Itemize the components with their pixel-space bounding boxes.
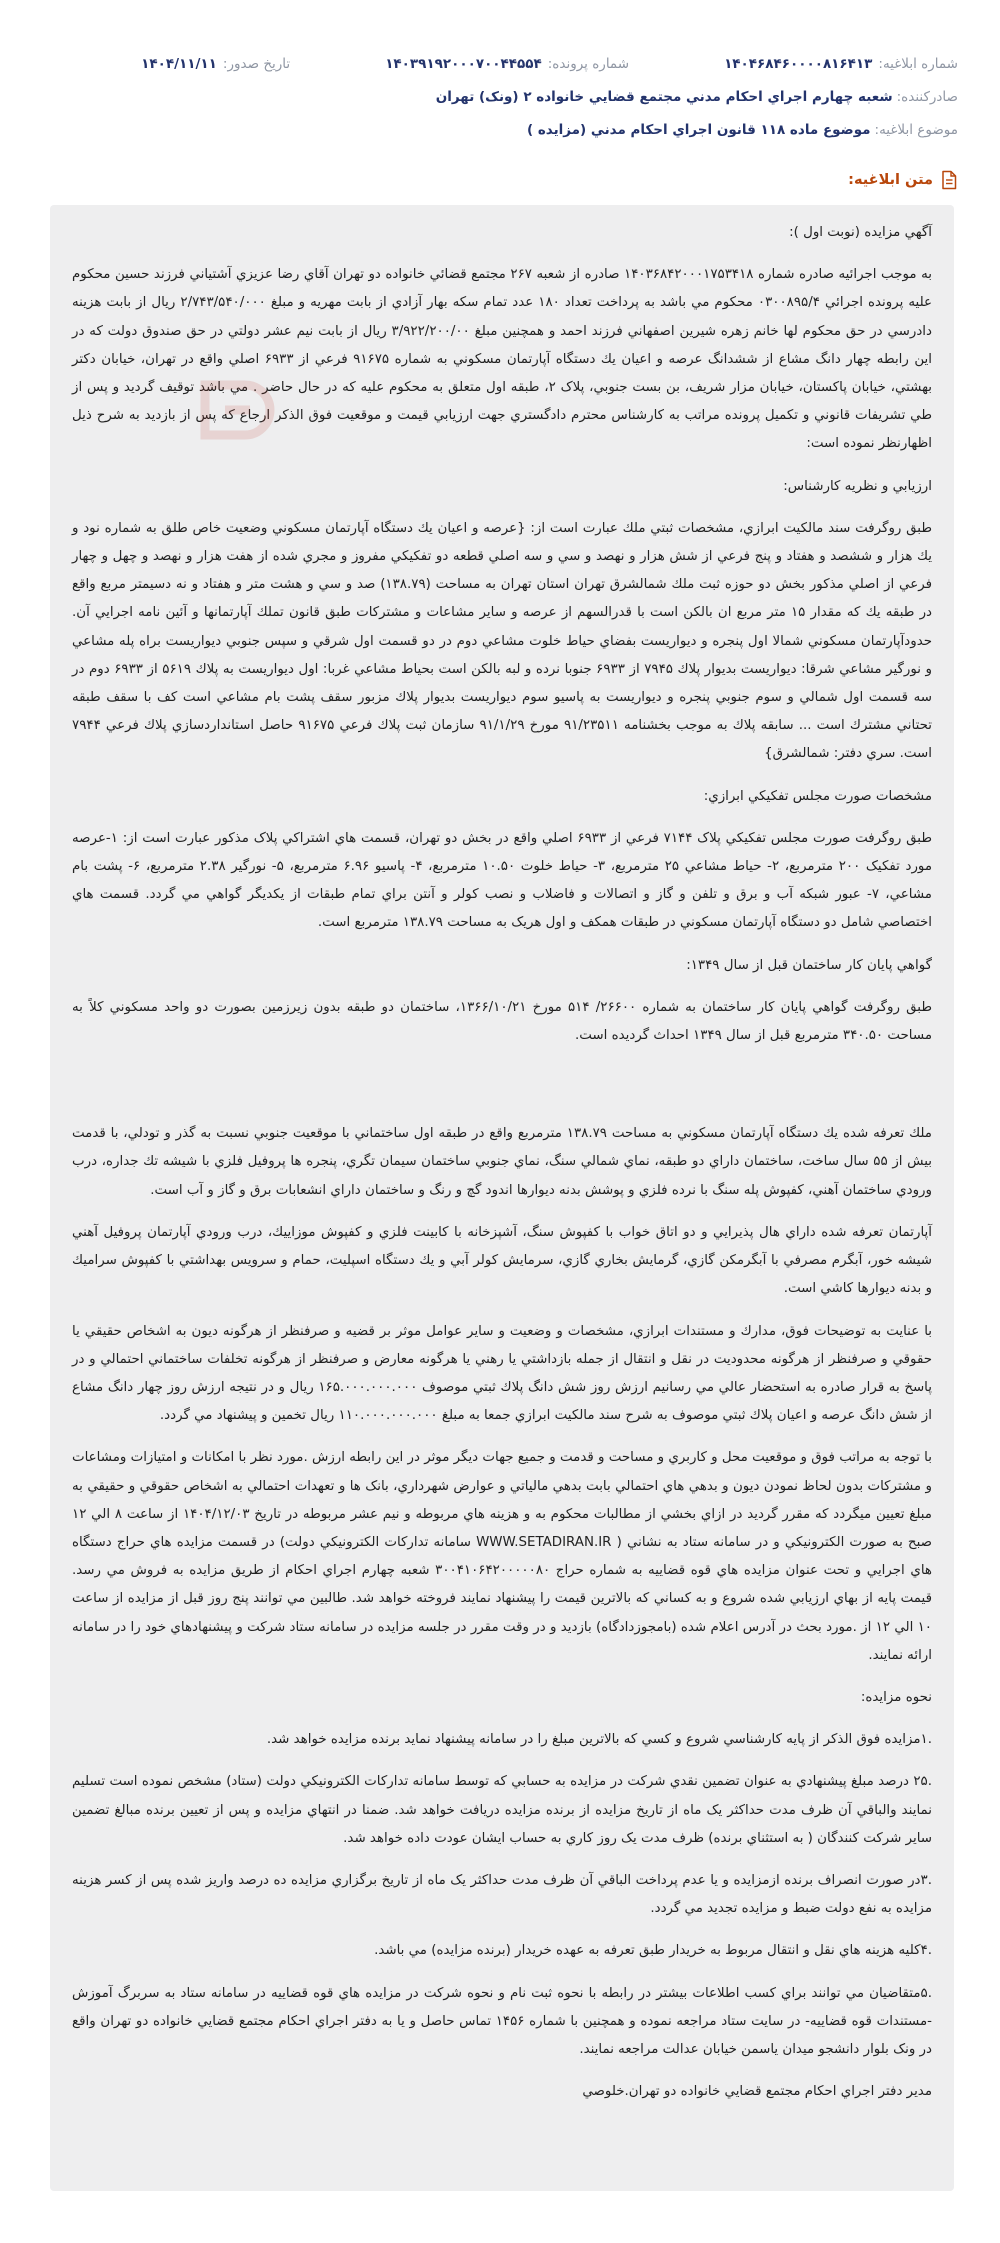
paragraph-preamble: به موجب اجرائيه صادره شماره ۱۴۰۳۶۸۴۲۰۰۰۱۷۵۳۴۱۸ صادره از شعبه ۲۶۷ مجتمع قضائي خانواده دو تهران آقاي رضا عزيزي آشتياني فرزند حسين محکوم عليه پرونده اجرائي ۰۳۰۰۸۹۵/۴ محکوم مي باشد به پرداخت تعداد ۱۸۰ عدد تمام سکه بهار آزادي از بابت مهريه و مبلغ ۲/۷۴۳/۵۴۰/۰۰۰ ريال از بابت هزينه دادرسي در حق محکوم لها خانم زهره شيرين اصفهاني فرزند احمد و همچنين مبلغ ۳/۹۲۲/۲۰۰/۰۰ ريال از بابت نيم عشر دولتي در حق صندوق دولت که در اين رابطه چهار دانگ مشاع از ششدانگ عرصه و اعيان يك دستگاه آپارتمان مسکوني به شماره ۹۱۶۷۵ فرعي از ۶۹۳۳ اصلي واقع در تهران، خيابان دکتر بهشتي، خيابان پاکستان، خيابان مزار شريف، بن بست جنوبي، پلاک ۲، طبقه اول متعلق به محکوم عليه که در حال حاضر . مي باشد توقيف گرديد و پس از طي تشريفات قانوني و تکميل پرونده مراتب به کارشناس محترم دادگستري جهت ارزيابي قيمت و موقعيت فوق الذکر ارجاع که پس از بازديد به شرح ذيل اظهارنظر نموده است: xyxy=(72,267,933,452)
subheading-completion: گواهي پايان کار ساختمان قبل از سال ۱۳۴۹: xyxy=(686,957,932,973)
paragraph-valuation: با عنايت به توضيحات فوق، مدارك و مستندات ابرازي، مشخصات و وضعيت و ساير عوامل موثر بر قضيه و صرفنظر از هرگونه ديون به اشخاص حقيقي يا حقوقي و صرفنظر از هرگونه محدوديت در نقل و انتقال از جمله بازداشتي يا رهني يا هرگونه معارض و صرفنظر از هرگونه تخلفات ساختماني احتمالي و در پاسخ به قرار صادره به استحضار عالي مي رسانيم ارزش روز شش دانگ پلاك ثبتي موصوف ۱۶۵.۰۰۰.۰۰۰.۰۰۰ ريال و در نتيجه ارزش روز چهار دانگ مشاع از شش دانگ عرصه و اعيان پلاك ثبتي موصوف به شرح سند مالكيت ابرازي جمعا به مبلغ ۱۱۰.۰۰۰.۰۰۰.۰۰۰ ريال تخمين و پيشنهاد مي گردد. xyxy=(72,1323,932,1424)
subheading-partition: مشخصات صورت مجلس تفکيکي ابرازي: xyxy=(703,788,932,804)
notice-number-value: ۱۴۰۴۶۸۴۶۰۰۰۰۸۱۶۴۱۳ xyxy=(724,56,873,72)
paragraph-auction: با توجه به مراتب فوق و موقعيت محل و کاربري و مساحت و قدمت و جميع جهات ديگر موثر در اين رابطه ارزش .مورد نظر با امکانات و امتيازات ومشاعات و مشترکات بدون لحاظ نمودن ديون و بدهي هاي احتمالي بابت بدهي مالياتي و عوارض شهرداري، بانک ها و تعهدات احتمالي به اشخاص حقوقي و حقيقي به مبلغ تعيين ميگردد که مقرر گرديد در ازاي بخشي از مطالبات محکوم به و هزينه هاي مربوطه و نيم عشر مربوطه در تاريخ ۱۴۰۴/۱۲/۰۳ از ساعت ۸ الي ۱۲ صبح به صورت الکترونيکي و در سامانه ستاد به نشاني ( WWW.SETADIRAN.IR سامانه تدارکات الکترونيکي دولت) در قسمت مزايده هاي حراج دستگاه هاي اجرايي و تحت عنوان مزايده هاي قوه قضاييه به شماره حراج ۳۰۰۴۱۰۶۴۲۰۰۰۰۰۸۰ شعبه چهارم اجراي احکام از طريق مزايده به فروش مي رسد. قيمت پايه از بهاي ارزيابي شده شروع و به کساني که بالاترين قيمت را پيشنهاد نمايند فروخته خواهد شد. طالبين مي توانند پنج روز قبل از مزايده از ساعت ۱۰ الي ۱۲ از .مورد بحث در آدرس اعلام شده (بامجوزدادگاه) بازديد و در وقت مقرر در جلسه مزايده در سامانه ستاد شرکت و پيشنهادهاي خود را در سامانه ارائه نمايند. xyxy=(72,1450,932,1663)
meta-row-issuer xyxy=(45,83,958,111)
subject-value: موضوع ماده ۱۱۸ قانون اجراي احکام مدني (مزايده ) xyxy=(526,122,871,138)
notice-number xyxy=(724,50,958,78)
paragraph-deed: طبق روگرفت سند مالکيت ابرازي، مشخصات ثبتي ملك عبارت است از: {عرصه و اعيان يك دستگاه آپارتمان مسكوني وضعيت خاص طلق به شماره نود و يك هزار و ششصد و هفتاد و پنج فرعي از شش هزار و نهصد و سي و سه اصلي قطعه دو تفكيكي مفروز و مجري شده از هفت هزار و نهصد و چهل و چهار فرعي از اصلي مذكور بخش دو حوزه ثبت ملك شمالشرق تهران استان تهران به مساحت (۱۳۸.۷۹) صد و سي و هشت متر و هفتاد و نه دسيمتر مربع واقع در طبقه يك كه مقدار ۱۵ متر مربع ان بالكن است با قدرالسهم از عرصه و ساير مشاعات و مشتركات طبق قانون تملك آپارتمانها و آئين نامه اجرايي آن. حدودآپارتمان مسكوني شمالا اول پنجره و ديواريست بفضاي حياط خلوت مشاعي دوم در دو قسمت اول شرقي و سپس جنوبي ديواريست براه پله مشاعي و نورگير مشاعي شرقا: ديواريست بديوار پلاك ۷۹۴۵ از ۶۹۳۳ جنوبا نرده و لبه بالكن است بحياط مشاعي غربا: اول ديواريست به پلاك ۵۶۱۹ از ۶۹۳۳ دوم در سه قسمت اول شمالي و سوم جنوبي پنجره و ديواريست به پاسيو سوم ديواريست بديوار پلاك مزبور سقف پشت بام مشاعي است كف با سقف طبقه تحتاني مشترك است ... سابقه پلاك به موجب بخشنامه ۹۱/۲۳۵۱۱ مورخ ۹۱/۱/۲۹ سازمان ثبت پلاك فرعي ۹۱۶۷۵ حاصل استانداردسازي پلاك فرعي ۷۹۴۴ است. سري دفتر: شمالشرق} xyxy=(72,520,933,762)
paragraph-partition: طبق روگرفت صورت مجلس تفکيکي پلاک ۷۱۴۴ فرعي از ۶۹۳۳ اصلي واقع در بخش دو تهران، قسمت هاي اشتراکي پلاک مذکور عبارت است از: ۱-عرصه مورد تفکيک ۲۰۰ مترمربع، ۲- حياط مشاعي ۲۵ مترمربع، ۳- حياط خلوت ۱۰.۵۰ مترمربع، ۴- پاسيو ۶.۹۶ مترمربع، ۵- نورگير ۲.۳۸ مترمربع، ۶- پشت بام مشاعي، ۷- عبور شبکه آب و برق و تلفن و گاز و اتصالات و فاضلاب و نصب کولر و آنتن براي تمام طبقات از يکديگر گواهي مي گردد. قسمت هاي اختصاصي شامل دو دستگاه آپارتمان مسکوني در طبقات همکف و اول هريک به مساحت ۱۳۸.۷۹ مترمربع است. xyxy=(72,830,932,931)
subheading-appraisal: ارزيابي و نظريه کارشناس: xyxy=(783,478,932,494)
case-number-value: ۱۴۰۳۹۱۹۲۰۰۰۷۰۰۴۴۵۵۴ xyxy=(385,56,542,72)
paragraph-apartment: آپارتمان تعرفه شده داراي هال پذيرايي و دو اتاق خواب با كفپوش سنگ، آشپزخانه با كابينت فلزي و كفپوش موزاييك، درب ورودي آپارتمان پروفيل آهني شيشه خور، آبگرم مصرفي با آبگرمكن گازي، گرمايش بخاري گازي، سرمايش كولر آبي و يك دستگاه اسپليت، حمام و سرويس بهداشتي با كفپوش سراميك و بدنه ديوارها كاشي است. xyxy=(72,1224,932,1297)
procedure-item-2: .۲۵ درصد مبلغ پيشنهادي به عنوان تضمين نقدي شرکت در مزايده به حسابي که توسط سامانه تدارکات الکترونيکي دولت (ستاد) مشخص نموده است تسليم نمايند والباقي آن ظرف مدت حداکثر يک ماه از تاريخ مزايده از برنده مزايده دريافت خواهد شد. ضمنا در انتهاي مزايده و پس از تعيين برنده مبالغ تضمين ساير شرکت کنندگان ( به استثناي برنده) ظرف مدت يک روز کاري به حساب ايشان عودت داده خواهد شد. xyxy=(72,1774,932,1846)
paragraph-completion: طبق روگرفت گواهي پايان کار ساختمان به شماره ۲۶۶۰۰/ ۵۱۴ مورخ ۱۳۶۶/۱۰/۲۱، ساختمان دو طبقه بدون زيرزمين بصورت دو واحد مسکوني کلاً به مساحت ۳۴۰.۵۰ مترمربع قبل از سال ۱۳۴۹ احداث گرديده است. xyxy=(72,999,932,1044)
notice-metadata xyxy=(45,50,958,149)
case-number xyxy=(385,50,629,78)
issue-date xyxy=(141,50,290,78)
notice-body xyxy=(50,205,954,2191)
procedure-item-4: .۴کليه هزينه هاي نقل و انتقال مربوط به خريدار طبق تعرفه به عهده خريدار (برنده مزايده) مي باشد. xyxy=(374,1943,932,1959)
case-number-label: شماره پرونده: xyxy=(547,56,630,72)
issue-date-value: ۱۴۰۴/۱۱/۱۱ xyxy=(141,56,217,72)
notice-number-label: شماره ابلاغيه: xyxy=(878,56,958,72)
issuer-label: صادرکننده: xyxy=(896,89,958,105)
procedure-item-3: .۳در صورت انصراف برنده ازمزايده و يا عدم پرداخت الباقي آن ظرف مدت حداکثر يک ماه از تاريخ برگزاري مزايده ده درصد واريز شده پس از کسر هزينه مزايده به نفع دولت ضبط و مزايده تجديد مي گردد. xyxy=(72,1872,932,1917)
meta-row-numbers xyxy=(45,50,958,78)
notice-text-title: متن ابلاغيه: xyxy=(848,172,933,188)
issuer-value: شعبه چهارم اجراي احکام مدني مجتمع قضايي خانواده ۲ (ونک) تهران xyxy=(435,89,893,105)
subject-label: موضوع ابلاغيه: xyxy=(874,122,958,138)
document-icon xyxy=(940,170,958,190)
procedure-item-1: .۱مزايده فوق الذکر از پايه کارشناسي شروع و کسي که بالاترين مبلغ را در سامانه پيشنهاد نمايد برنده مزايده خواهد شد. xyxy=(266,1732,932,1748)
watermark-logo-icon xyxy=(195,375,285,445)
subheading-procedure: نحوه مزايده: xyxy=(860,1689,932,1705)
issue-date-label: تاريخ صدور: xyxy=(222,56,291,72)
procedure-item-5: .۵متقاضيان مي توانند براي کسب اطلاعات بيشتر در رابطه با نحوه ثبت نام و نحوه شرکت در مزايده هاي قوه قضاييه در سامانه ستاد به سربرگ آموزش -مستندات قوه قضاييه- در سايت ستاد مراجعه نموده و همچنين با شماره ۱۴۵۶ تماس حاصل و يا به دفتر اجراي احکام مجتمع قضايي خانواده دو تهران واقع در ونک بلوار دانشجو ميدان ياسمن خيابان عدالت مراجعه نمايند. xyxy=(72,1985,932,2057)
notice-heading: آگهي مزايده (نوبت اول ): xyxy=(789,225,932,240)
notice-text-heading xyxy=(848,168,958,192)
paragraph-building: ملك تعرفه شده يك دستگاه آپارتمان مسكوني به مساحت ۱۳۸.۷۹ مترمربع واقع در طبقه اول ساختماني با موقعيت جنوبي نسبت به گذر و تودلي، با قدمت بيش از ۵۵ سال ساخت، ساختمان داراي دو طبقه، نماي شمالي سنگ، نماي جنوبي ساختمان سيمان تگري، پنجره ها پروفيل فلزي با شيشه تك جداره، درب ورودي ساختمان آهني، كفپوش پله سنگ با نرده فلزي و پوشش بدنه ديوارها اندود گچ و رنگ و ساختمان داراي انشعابات برق و گاز و آب است. xyxy=(72,1126,932,1198)
signature-line: مدير دفتر اجراي احکام مجتمع قضايي خانواده دو تهران.خلوصي xyxy=(582,2084,932,2100)
meta-row-subject xyxy=(45,116,958,144)
